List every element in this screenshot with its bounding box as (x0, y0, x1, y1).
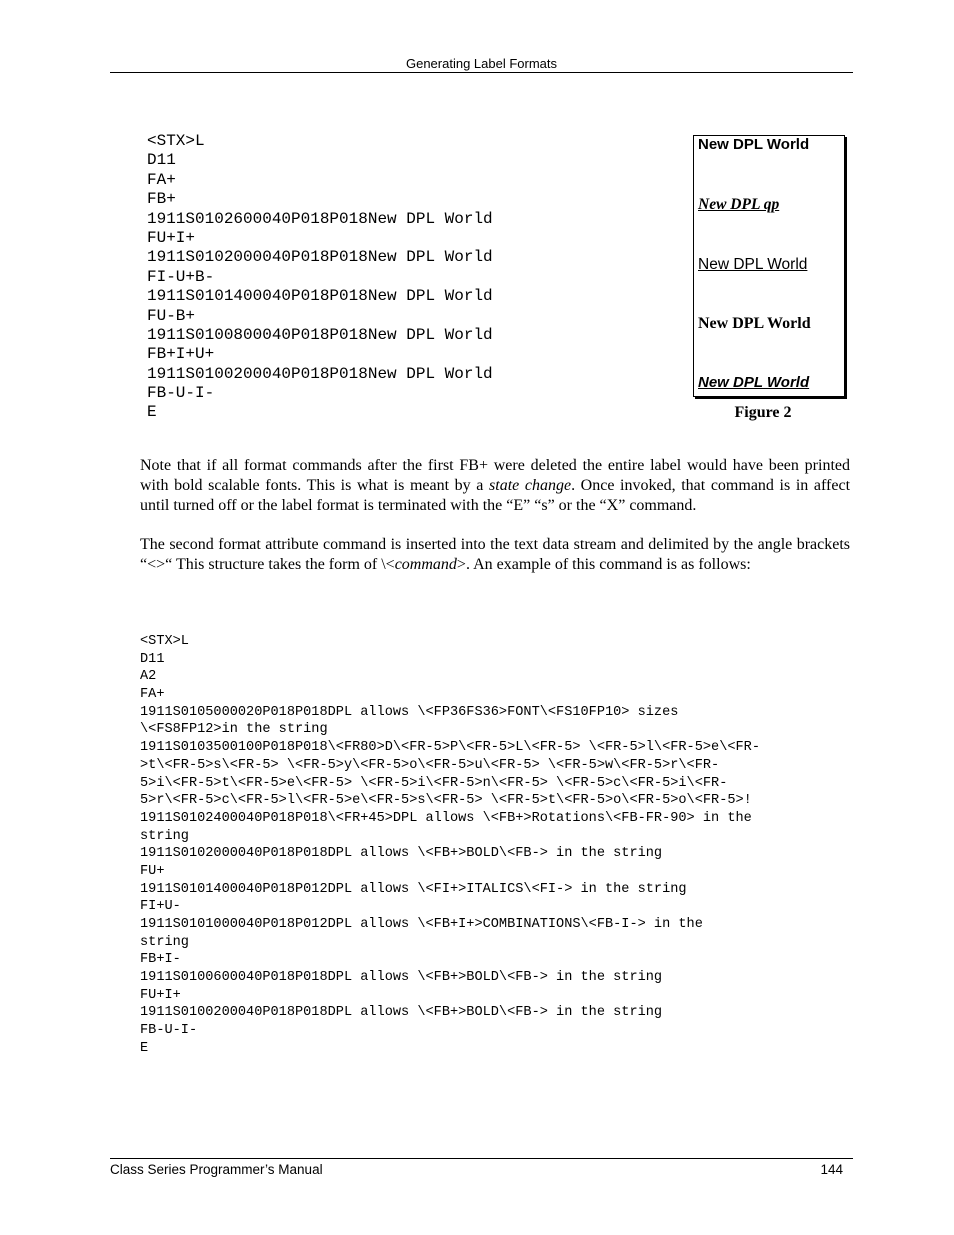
code-line: 1911S0102000040P018P018DPL allows \<FB+>BOLD\<FB-> in the string (140, 846, 663, 862)
figure-line-bold-serif: New DPL World (698, 315, 811, 332)
code-line: FB+I- (140, 952, 181, 968)
code-line: FA+ (140, 687, 165, 703)
figure-line-bold: New DPL World (698, 136, 810, 153)
code-line: FB+ (147, 190, 176, 209)
code-line: FA+ (147, 170, 176, 189)
header-divider (110, 72, 853, 73)
paragraph-text: Note that if all format commands after the first FB+ were deleted the entire label would have been printed with bold scalable fonts. This is what is meant by a (140, 457, 850, 494)
code-line: 5>i\<FR-5>t\<FR-5>e\<FR-5> \<FR-5>i\<FR-5>n\<FR-5> \<FR-5>c\<FR-5>i\<FR- (140, 775, 728, 791)
paragraph-text: The second format attribute command is inserted into the text data stream and delimited by the angle brackets “<>“ This structure takes the form of \< (140, 536, 850, 573)
code-line: <STX>L (147, 132, 205, 150)
figure-line-underline-italic: New DPL qp (698, 196, 780, 213)
page-header-title: Generating Label Formats (405, 56, 558, 71)
code-line: 1911S0102000040P018P018New DPL World (147, 248, 493, 267)
paragraph-text: >. An example of this command is as follows: (456, 556, 751, 573)
code-line: FU+ (140, 863, 165, 879)
paragraph-text: . Once invoked, that command is in affect until turned off or the label format is terminated with the “E” “s” or the “X” command. (140, 477, 851, 514)
code-line: D11 (147, 151, 176, 170)
code-line: A2 (140, 669, 157, 685)
code-line: D11 (140, 651, 165, 667)
code-line: FI-U+B- (147, 267, 215, 286)
code-line: 5>r\<FR-5>c\<FR-5>l\<FR-5>e\<FR-5>s\<FR-5> \<FR-5>t\<FR-5>o\<FR-5>o\<FR-5>! (140, 793, 752, 809)
code-line: >t\<FR-5>s\<FR-5> \<FR-5>y\<FR-5>o\<FR-5>u\<FR-5> \<FR-5>w\<FR-5>r\<FR- (140, 757, 720, 773)
code-line: 1911S0103500100P018P018\<FR80>D\<FR-5>P\<FR-5>L\<FR-5> \<FR-5>l\<FR-5>e\<FR- (140, 740, 760, 756)
code-line: 1911S0100200040P018P018DPL allows \<FB+>BOLD\<FB-> in the string (140, 1005, 663, 1021)
code-line: FB+I+U+ (147, 345, 215, 364)
paragraph-attribute-command (140, 535, 850, 575)
figure-caption: Figure 2 (734, 404, 792, 421)
code-line: FB-U-I- (140, 1023, 198, 1039)
label-figure (693, 135, 845, 397)
code-line: \<FS8FP12>in the string (140, 722, 328, 738)
code-line: string (140, 934, 189, 950)
paragraph-state-change (140, 456, 850, 516)
code-block-1 (147, 132, 493, 423)
code-line: FB-U-I- (147, 384, 215, 403)
paragraph-emphasis: state change (489, 477, 572, 494)
code-block-2 (140, 633, 760, 1058)
figure-line-underline: New DPL World (698, 256, 808, 273)
footer-divider (110, 1158, 853, 1159)
code-line: 1911S0101000040P018P012DPL allows \<FB+I+>COMBINATIONS\<FB-I-> in the (140, 917, 703, 932)
code-line: <STX>L (140, 634, 189, 649)
code-line: 1911S0102400040P018P018\<FR+45>DPL allows \<FB+>Rotations\<FB-FR-90> in the (140, 810, 752, 826)
code-line: E (147, 403, 157, 422)
code-line: 1911S0100600040P018P018DPL allows \<FB+>BOLD\<FB-> in the string (140, 970, 663, 986)
code-line: 1911S0101400040P018P018New DPL World (147, 287, 493, 306)
code-line: E (140, 1040, 149, 1056)
figure-line-bold-italic-underline: New DPL World (698, 374, 810, 391)
code-line: 1911S0102600040P018P018New DPL World (147, 209, 493, 228)
code-line: FI+U- (140, 899, 181, 915)
code-line: 1911S0105000020P018P018DPL allows \<FP36FS36>FONT\<FS10FP10> sizes (140, 704, 679, 720)
code-line: FU+I+ (140, 987, 181, 1003)
paragraph-emphasis: command (394, 556, 457, 573)
code-line: string (140, 828, 189, 844)
code-line: 1911S0100200040P018P018New DPL World (147, 364, 493, 383)
footer-manual-title: Class Series Programmer’s Manual (110, 1162, 323, 1177)
page-number: 144 (820, 1162, 843, 1177)
code-line: 1911S0101400040P018P012DPL allows \<FI+>ITALICS\<FI-> in the string (140, 881, 687, 897)
code-line: FU-B+ (147, 306, 196, 325)
code-line: 1911S0100800040P018P018New DPL World (147, 325, 493, 344)
code-line: FU+I+ (147, 228, 196, 247)
